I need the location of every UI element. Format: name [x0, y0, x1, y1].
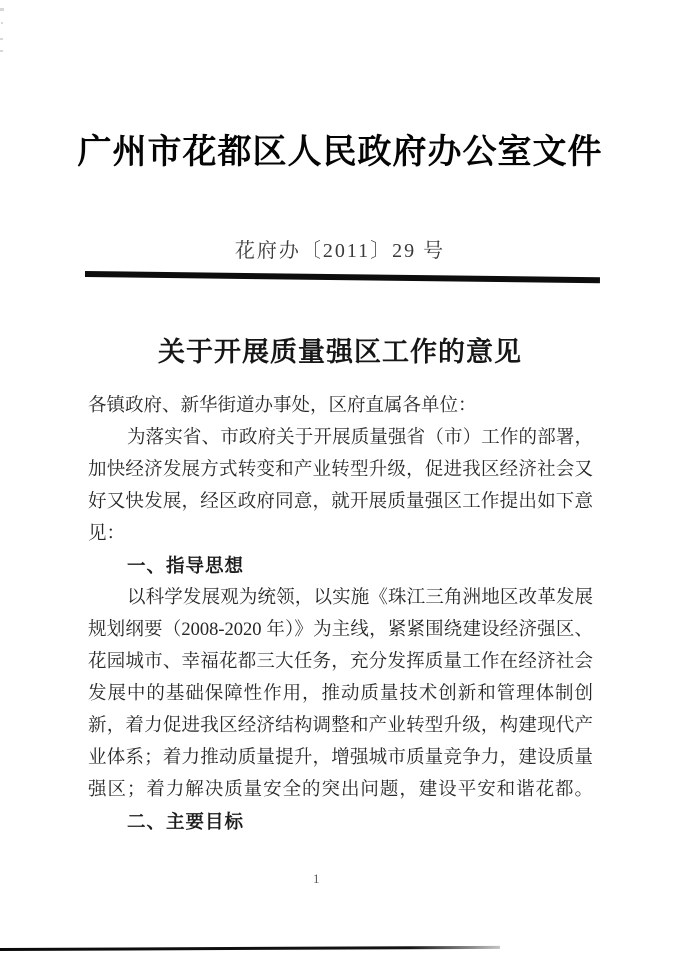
- body-text-line: 好又快发展，经区政府同意，就开展质量强区工作提出如下意: [88, 492, 593, 512]
- document-title: 关于开展质量强区工作的意见: [158, 337, 522, 367]
- scan-artifact: [0, 50, 3, 52]
- issuing-organization-title: 广州市花都区人民政府办公室文件: [77, 134, 603, 171]
- body-text-line: 以科学发展观为统领，以实施《珠江三角洲地区改革发展: [127, 588, 593, 608]
- scan-artifact: [0, 38, 3, 40]
- body-text-line: 花园城市、幸福花都三大任务，充分发挥质量工作在经济社会: [88, 652, 593, 672]
- body-text-line: 新，着力促进我区经济结构调整和产业转型升级，构建现代产: [88, 716, 593, 736]
- scan-artifact: [1, 22, 3, 24]
- body-text-line: 各镇政府、新华街道办事处，区府直属各单位：: [88, 396, 477, 416]
- document-body: [88, 390, 593, 838]
- body-text-line: 发展中的基础保障性作用，推动质量技术创新和管理体制创: [88, 684, 593, 704]
- scan-artifact-bottom-edge: [0, 946, 500, 951]
- body-text-line: 规划纲要（2008-2020 年）》为主线，紧紧围绕建设经济强区、: [88, 620, 593, 640]
- section-heading: 二、主要目标: [127, 811, 245, 832]
- body-text-line: 强区；着力解决质量安全的突出问题，建设平安和谐花都。: [88, 780, 593, 800]
- body-text-line: 见：: [88, 524, 126, 544]
- body-text-line: 加快经济发展方式转变和产业转型升级，促进我区经济社会又: [88, 460, 593, 480]
- body-text-line: 为落实省、市政府关于开展质量强省（市）工作的部署，: [127, 428, 593, 448]
- header-divider-rule: [85, 271, 600, 283]
- body-text-line: 业体系；着力推动质量提升，增强城市质量竞争力，建设质量: [88, 748, 593, 768]
- section-heading: 一、指导思想: [127, 555, 245, 576]
- scan-artifact: [0, 8, 4, 11]
- page-number: 1: [313, 871, 320, 886]
- document-reference-number: 花府办〔2011〕29 号: [234, 240, 446, 262]
